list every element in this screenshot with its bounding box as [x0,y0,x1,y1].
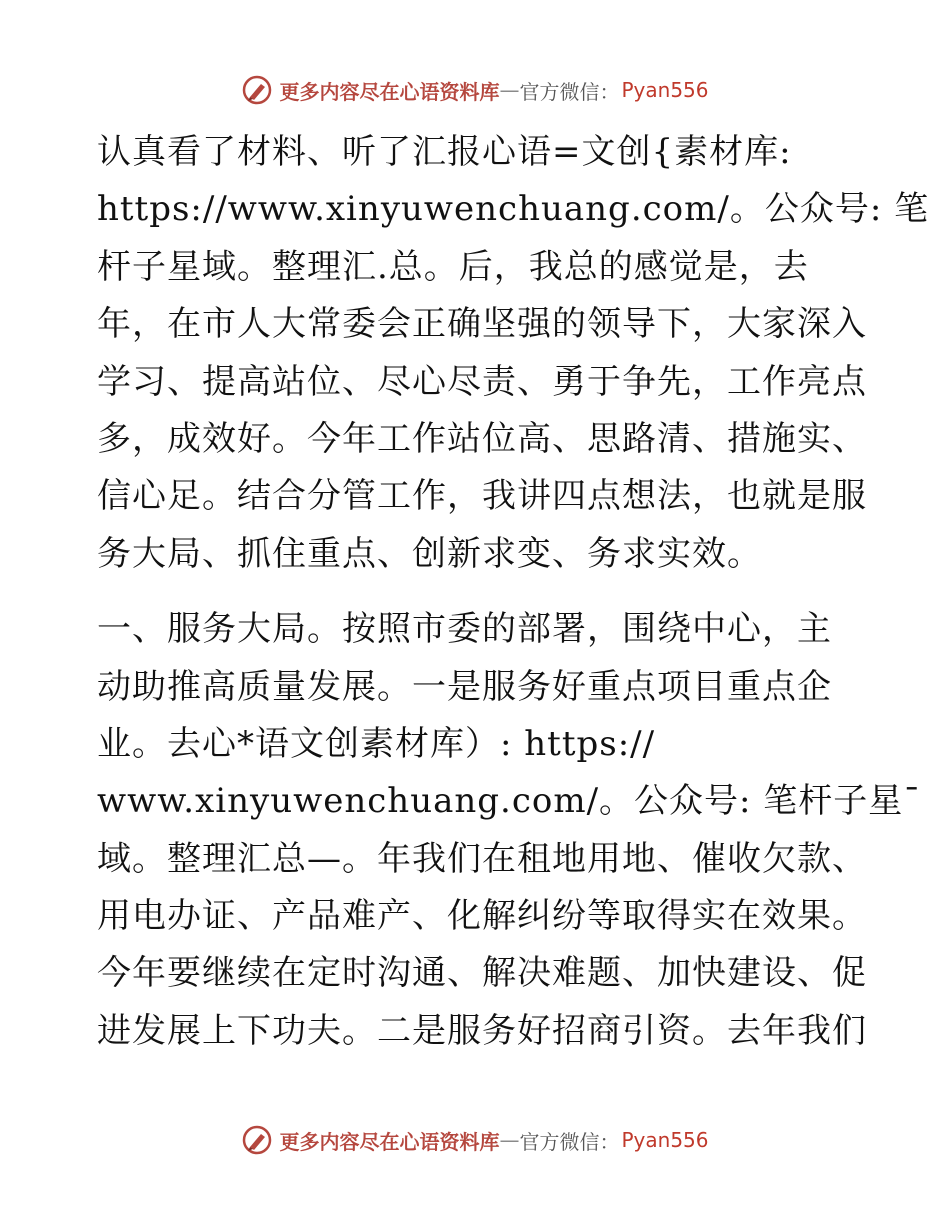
header-banner [0,70,950,110]
text-line: 域。整理汇总—。年我们在租地用地、催收欠款、 [97,838,867,879]
text-line: 杆子星域。整理汇.总。后，我总的感觉是，去 [97,246,809,287]
text-line: 年，在市人大常委会正确坚强的领导下，大家深入 [97,304,867,345]
text-line: 信心足。结合分管工作，我讲四点想法，也就是服 [97,476,867,517]
paragraph-section-one [97,601,922,1060]
text-line: 多，成效好。今年工作站位高、思路清、措施实、 [97,418,867,459]
text-line: 务大局、抓住重点、创新求变、务求实效。 [97,533,762,574]
banner-separator: — [499,1128,520,1152]
text-line: 进发展上下功夫。二是服务好招商引资。去年我们 [97,1010,867,1051]
text-line: 用电办证、产品难产、化解纠纷等取得实在效果。 [97,896,867,937]
paragraph-gap [97,583,857,601]
text-line: https://www.xinyuwenchuang.com/。公众号: 笔 [97,189,930,230]
banner-brand-text: 更多内容尽在心语资料库 [279,1129,500,1154]
pen-logo-icon [241,74,273,106]
text-line: 一、服务大局。按照市委的部署，围绕中心，主 [97,609,832,650]
banner-wechat-id: Pyan556 [621,78,709,102]
document-body [97,124,930,1060]
text-line: 学习、提高站位、尽心尽责、勇于争先，工作亮点 [97,361,867,402]
text-line: 业。去心*语文创素材库）: https:// [97,723,656,764]
banner-separator: — [499,78,520,102]
text-line: 认真看了材料、听了汇报心语=文创{素材库: [97,132,792,172]
banner-official-label: 官方微信： [519,1129,620,1154]
pen-logo-icon [241,1124,273,1156]
text-line: www.xinyuwenchuang.com/。公众号: 笔杆子星¯ [97,781,922,822]
banner-brand-text: 更多内容尽在心语资料库 [279,79,500,104]
paragraph-intro [97,124,930,583]
text-line: 今年要继续在定时沟通、解决难题、加快建设、促 [97,953,867,994]
banner-wechat-id: Pyan556 [621,1128,709,1152]
text-line: 动助推高质量发展。一是服务好重点项目重点企 [97,666,832,707]
footer-banner [0,1120,950,1160]
banner-official-label: 官方微信： [519,79,620,104]
